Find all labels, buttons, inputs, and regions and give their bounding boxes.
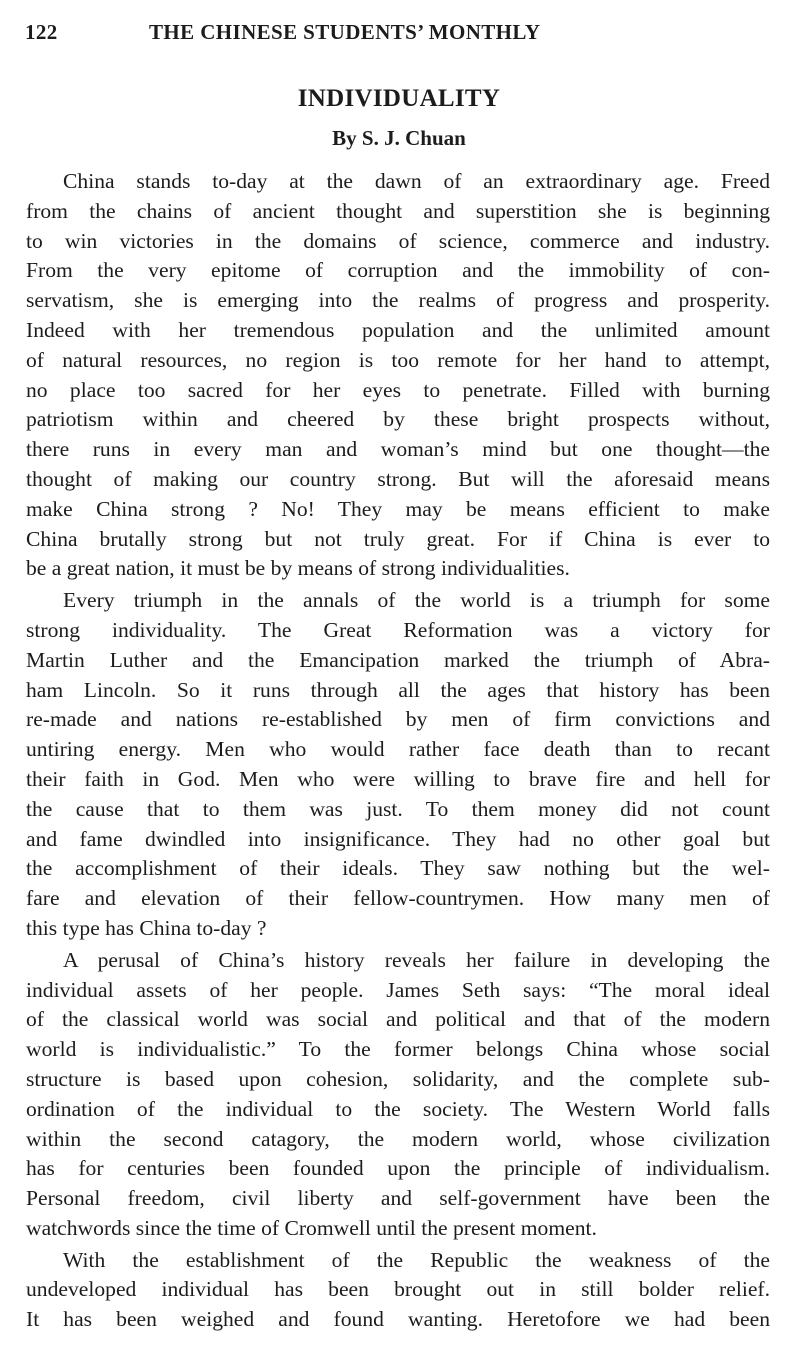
text-line: ham Lincoln. So it runs through all the ages that history has been: [26, 677, 770, 702]
text-line: there runs in every man and woman’s mind but one thought—the: [26, 437, 770, 462]
text-line: be a great nation, it must be by means of strong individualities.: [26, 556, 570, 581]
text-line: re-made and nations re-established by men of firm convictions and: [26, 707, 770, 732]
page-number: 122: [25, 20, 58, 44]
text-line: fare and elevation of their fellow-countrymen. How many men of: [26, 886, 770, 911]
text-line: China brutally strong but not truly great. For if China is ever to: [26, 526, 770, 551]
text-line: make China strong ? No! They may be means efficient to make: [26, 496, 770, 521]
text-line: Indeed with her tremendous population and the unlimited amount: [26, 317, 770, 342]
paragraph: [26, 167, 770, 584]
text-line: undeveloped individual has been brought out in still bolder relief.: [26, 1277, 770, 1302]
byline: By S. J. Chuan: [332, 126, 466, 150]
text-line: Every triumph in the annals of the world is a triumph for some: [63, 588, 770, 613]
text-line: watchwords since the time of Cromwell until the present moment.: [26, 1215, 597, 1240]
article-body: [26, 167, 770, 1335]
text-line: It has been weighed and found wanting. Heretofore we had been: [26, 1307, 770, 1332]
text-line: individual assets of her people. James Seth says: “The moral ideal: [26, 977, 770, 1002]
running-head: [25, 20, 770, 50]
text-line: patriotism within and cheered by these bright prospects without,: [26, 407, 770, 432]
text-line: the cause that to them was just. To them money did not count: [26, 796, 770, 821]
text-line: China stands to-day at the dawn of an extraordinary age. Freed: [63, 169, 770, 193]
text-line: to win victories in the domains of science, commerce and industry.: [26, 228, 770, 253]
paragraph: [26, 586, 770, 944]
text-line: this type has China to-day ?: [26, 915, 267, 940]
text-line: strong individuality. The Great Reformation was a victory for: [26, 617, 770, 642]
text-line: of natural resources, no region is too remote for her hand to attempt,: [26, 347, 770, 372]
text-line: has for centuries been founded upon the principle of individualism.: [26, 1156, 770, 1181]
text-line: A perusal of China’s history reveals her failure in developing the: [63, 947, 770, 972]
text-line: within the second catagory, the modern world, whose civilization: [26, 1126, 770, 1151]
text-line: no place too sacred for her eyes to penetrate. Filled with burning: [26, 377, 770, 402]
text-line: From the very epitome of corruption and the immobility of con-: [26, 258, 770, 283]
journal-title: THE CHINESE STUDENTS’ MONTHLY: [149, 20, 541, 44]
text-line: Personal freedom, civil liberty and self-government have been the: [26, 1186, 770, 1211]
text-line: Martin Luther and the Emancipation marked the triumph of Abra-: [26, 647, 770, 672]
text-line: untiring energy. Men who would rather face death than to recant: [26, 737, 770, 762]
article-title: INDIVIDUALITY: [297, 85, 501, 112]
text-line: and fame dwindled into insignificance. They had no other goal but: [26, 826, 770, 851]
paragraph: [26, 946, 770, 1244]
text-line: thought of making our country strong. But will the aforesaid means: [26, 466, 770, 491]
text-line: of the classical world was social and political and that of the modern: [26, 1007, 770, 1032]
text-line: the accomplishment of their ideals. They saw nothing but the wel-: [26, 856, 770, 881]
text-line: from the chains of ancient thought and superstition she is beginning: [26, 198, 770, 223]
text-line: ordination of the individual to the society. The Western World falls: [26, 1096, 770, 1121]
paragraph: [26, 1246, 770, 1335]
text-line: structure is based upon cohesion, solidarity, and the complete sub-: [26, 1066, 770, 1091]
text-line: world is individualistic.” To the former belongs China whose social: [26, 1037, 770, 1062]
text-line: With the establishment of the Republic the weakness of the: [63, 1247, 770, 1272]
text-line: servatism, she is emerging into the realms of progress and prosperity.: [26, 288, 770, 313]
text-line: their faith in God. Men who were willing to brave fire and hell for: [26, 766, 770, 791]
